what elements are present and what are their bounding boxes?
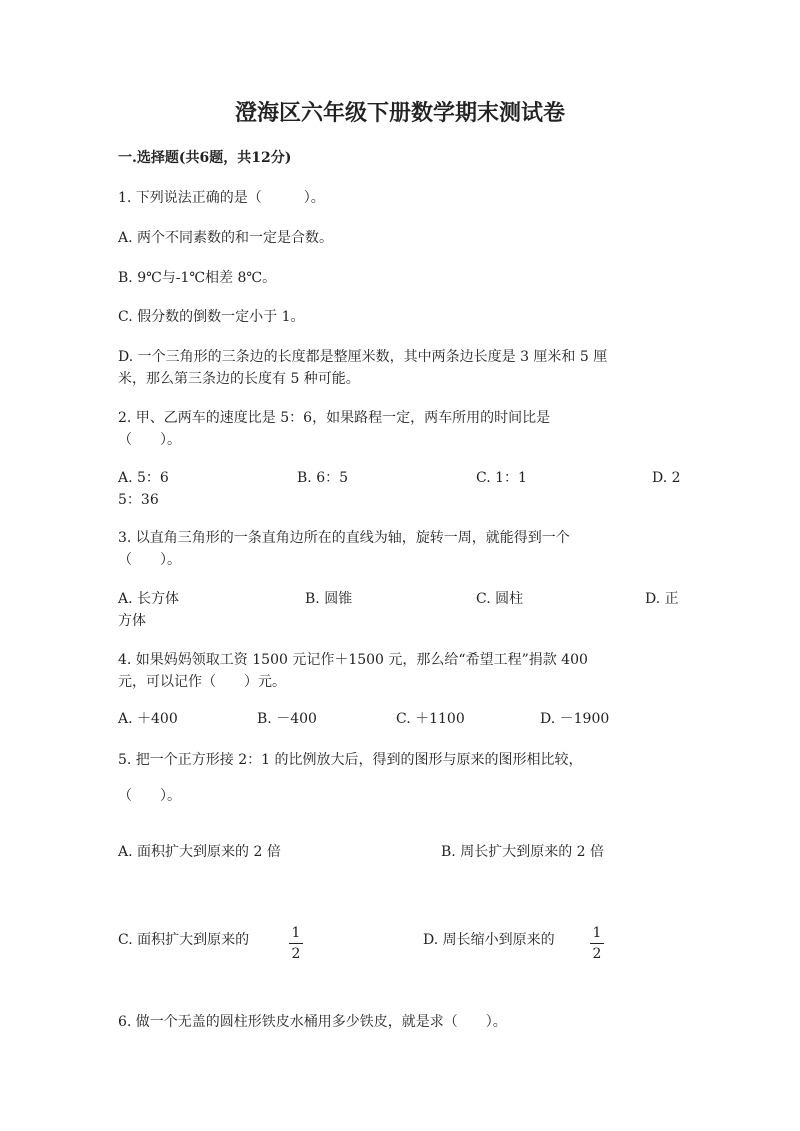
fraction-denominator: 2 xyxy=(592,946,602,962)
q4-option-b: B. －400 xyxy=(257,711,317,727)
q3-option-d-line2: 方体 xyxy=(118,613,146,629)
q3-option-c: C. 圆柱 xyxy=(476,591,524,607)
section-heading: 一.选择题(共6题，共12分) xyxy=(118,150,292,166)
q4-stem-line1: 4. 如果妈妈领取工资 1500 元记作＋1500 元，那么给“希望工程”捐款 400 xyxy=(118,652,588,668)
q3-option-a: A. 长方体 xyxy=(118,591,180,607)
q2-option-d-line1: D. 2 xyxy=(652,470,681,486)
q1-option-a: A. 两个不同素数的和一定是合数。 xyxy=(118,230,334,246)
q4-option-d: D. －1900 xyxy=(540,711,610,727)
q1-option-d-line2: 米，那么第三条边的长度有 5 种可能。 xyxy=(118,371,360,387)
fraction-bar xyxy=(590,943,604,944)
fraction-bar xyxy=(289,943,303,944)
q4-stem-line2: 元，可以记作（ ）元。 xyxy=(118,674,286,690)
fraction-numerator: 1 xyxy=(291,925,301,941)
q5-option-d-fraction xyxy=(590,925,604,962)
q2-option-b: B. 6：5 xyxy=(297,470,349,486)
page-title: 澄海区六年级下册数学期末测试卷 xyxy=(234,100,565,126)
fraction-numerator: 1 xyxy=(592,925,602,941)
q5-option-c: C. 面积扩大到原来的 xyxy=(118,932,250,948)
q5-stem-line1: 5. 把一个正方形接 2：1 的比例放大后，得到的图形与原来的图形相比较， xyxy=(118,752,583,768)
q5-stem-line2: （ ）。 xyxy=(118,788,181,804)
q2-stem-line2: （ ）。 xyxy=(118,432,181,448)
q6-stem: 6. 做一个无盖的圆柱形铁皮水桶用多少铁皮，就是求（ ）。 xyxy=(118,1014,507,1030)
q3-option-d-line1: D. 正 xyxy=(645,591,679,607)
q1-option-b: B. 9℃与-1℃相差 8℃。 xyxy=(118,270,277,286)
q3-option-b: B. 圆锥 xyxy=(305,591,353,607)
q1-option-d-line1: D. 一个三角形的三条边的长度都是整厘米数，其中两条边长度是 3 厘米和 5 厘 xyxy=(118,349,608,365)
q2-stem-line1: 2. 甲、乙两车的速度比是 5：6，如果路程一定，两车所用的时间比是 xyxy=(118,410,551,426)
q2-option-a: A. 5：6 xyxy=(118,470,169,486)
q3-stem-line2: （ ）。 xyxy=(118,552,181,568)
q5-option-a: A. 面积扩大到原来的 2 倍 xyxy=(118,844,281,860)
q5-option-c-fraction xyxy=(289,925,303,962)
q2-option-d-line2: 5：36 xyxy=(118,492,159,508)
q1-stem: 1. 下列说法正确的是（ ）。 xyxy=(118,190,325,206)
q4-option-c: C. ＋1100 xyxy=(396,711,465,727)
q4-option-a: A. ＋400 xyxy=(118,711,178,727)
q5-option-d: D. 周长缩小到原来的 xyxy=(423,932,555,948)
q3-stem-line1: 3. 以直角三角形的一条直角边所在的直线为轴，旋转一周，就能得到一个 xyxy=(118,530,570,546)
q5-option-b: B. 周长扩大到原来的 2 倍 xyxy=(441,844,604,860)
q2-option-c: C. 1：1 xyxy=(476,470,527,486)
q1-option-c: C. 假分数的倒数一定小于 1。 xyxy=(118,309,305,325)
fraction-denominator: 2 xyxy=(291,946,301,962)
